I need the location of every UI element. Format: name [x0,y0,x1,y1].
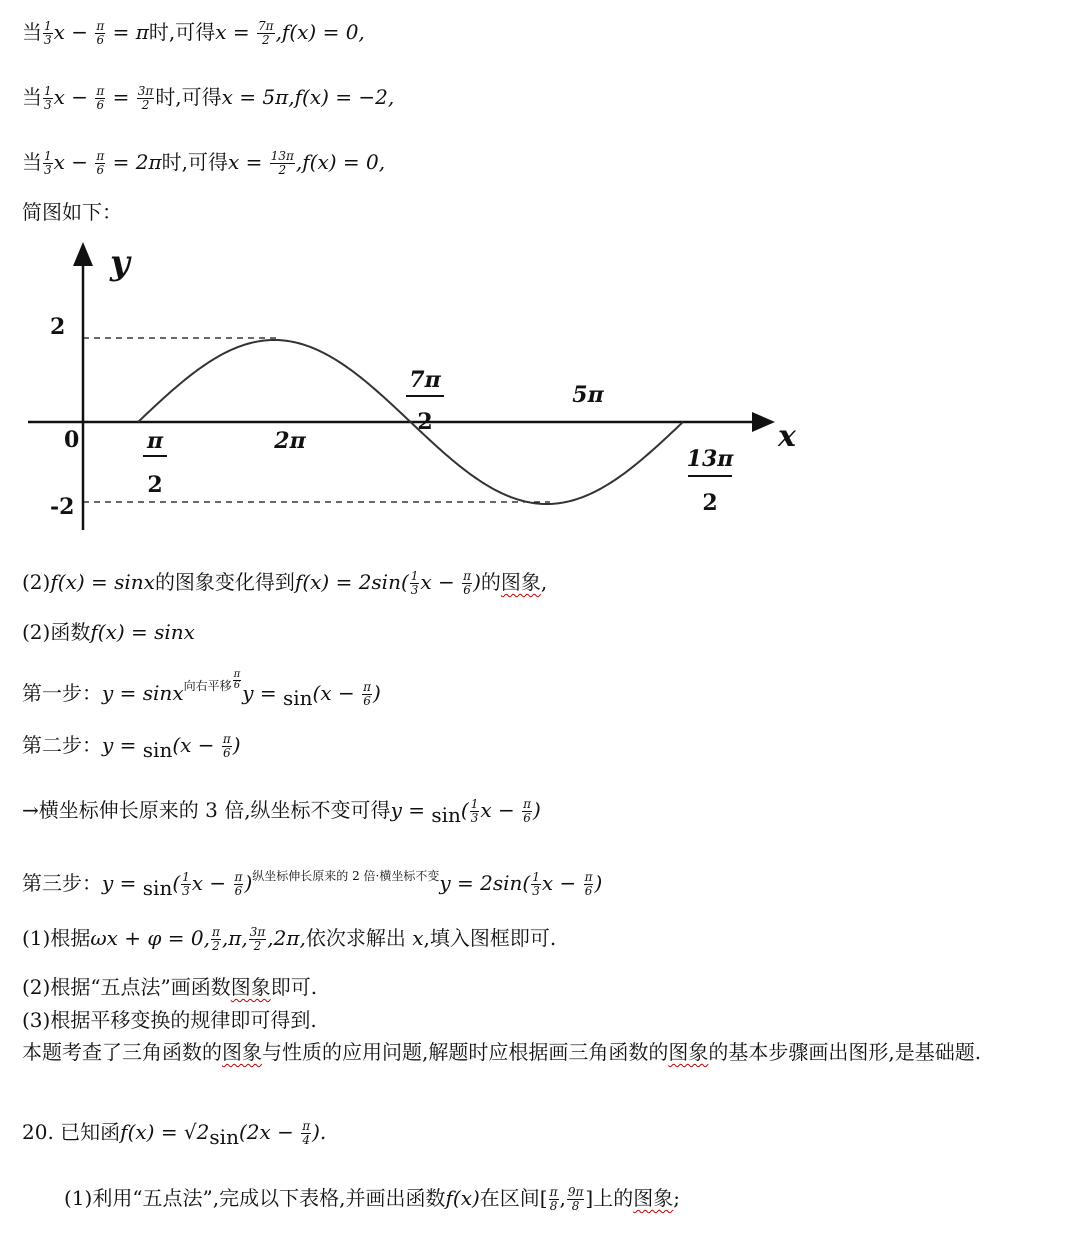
math: = 2π [106,150,162,174]
math: x = [228,150,269,174]
line-4: 简图如下： [22,200,122,224]
line-12: (2)根据“五点法”画函数图象即可. [22,975,318,999]
text: 时,可得 [155,85,222,109]
math: ,f(x) = −2, [288,85,395,109]
line-10: 第三步：y = sin( $\frac{1}{3}$ x − $\frac{\pi}{6}$ )$^{纵坐标伸长原来的 2 倍\cdot 横坐标不变}$y = 2sin( $\frac{1}{3}$ x − $\frac{\pi}{6}$ ) [22,869,603,900]
text: 时,可得 [161,150,228,174]
x-axis-label: x [778,419,796,454]
math: x − [53,20,95,44]
x-tick-7pi-half-num: 7π [409,367,441,393]
math: = [106,85,136,109]
fraction: $\frac{\pi}{6}$ [96,19,105,47]
line-3 [22,148,385,177]
line-9: →横坐标伸长原来的 3 倍,纵坐标不变可得y = sin( $\frac{1}{3}$ x − $\frac{\pi}{6}$ ) [22,797,541,827]
fraction: $\frac{1}{3}$ [44,19,52,47]
y-tick-2: 2 [50,314,66,340]
math: x − [53,85,95,109]
x-tick-pi-half-den: 2 [147,472,163,498]
text: 当 [22,85,42,109]
sine-graph [0,232,820,537]
x-tick-2pi: 2π [274,428,306,454]
y-tick-neg2: -2 [50,494,75,520]
x-tick-13pi-half-den: 2 [702,490,718,516]
math: x = [215,20,257,44]
fraction: $\frac{7\pi}{2}$ [258,19,274,47]
y-axis-arrow [73,242,93,266]
line-8: 第二步：y = sin(x − $\frac{\pi}{6}$ ) [22,732,241,762]
origin-label: 0 [64,427,80,453]
line-14: 本题考查了三角函数的图象与性质的应用问题,解题时应根据画三角函数的图象的基本步骤画出图形,是基础题. [22,1040,982,1064]
line-5: (2)f(x) = sinx的图象变化得到f(x) = 2sin( $\frac{1}{3}$ x − $\frac{\pi}{6}$ )的图象, [22,569,548,597]
x-tick-pi-half-num: π [146,428,164,454]
text: 当 [22,20,42,44]
fraction: $\frac{3\pi}{2}$ [137,84,154,112]
fraction: $\frac{1}{3}$ [44,84,52,112]
line-6: (2)函数f(x) = sinx [22,620,195,644]
line-13: (3)根据平移变换的规律即可得到. [22,1008,317,1032]
y-axis-label: y [110,243,130,283]
fraction: $\frac{\pi}{6}$ [96,149,105,177]
fraction: $\frac{\pi}{6}$ [96,84,105,112]
math: x − [53,150,95,174]
math: ,f(x) = 0, [275,20,365,44]
line-1 [22,18,365,47]
fraction: $\frac{13\pi}{2}$ [270,149,294,177]
x-tick-7pi-half-den: 2 [417,409,433,435]
text: 当 [22,150,42,174]
line-2 [22,83,394,112]
line-11: (1)根据ωx + φ = 0, $\frac{\pi}{2}$ ,π, $\frac{3\pi}{2}$ ,2π,依次求解出 x,填入图框即可. [22,925,557,953]
math: ,f(x) = 0, [295,150,386,174]
line-7: 第一步：y = sinx$^{向右平移}$ $\frac{\pi}{6}$ y = sin(x − $\frac{\pi}{6}$ ) [22,669,381,710]
math: = π [106,20,149,44]
text: 时,可得 [148,20,216,44]
line-16: (1)利用“五点法”,完成以下表格,并画出函数f(x)在区间[ $\frac{\pi}{8}$ , $\frac{9\pi}{8}$ ]上的图象; [64,1185,680,1213]
fraction: $\frac{1}{3}$ [44,149,52,177]
x-tick-13pi-half-num: 13π [686,446,734,472]
x-axis-arrow [752,412,775,432]
math: x = 5π [221,85,289,109]
line-15: 20. 已知函f(x) = √2sin(2x − $\frac{\pi}{4}$ ). [22,1119,327,1149]
x-tick-5pi: 5π [572,382,604,408]
